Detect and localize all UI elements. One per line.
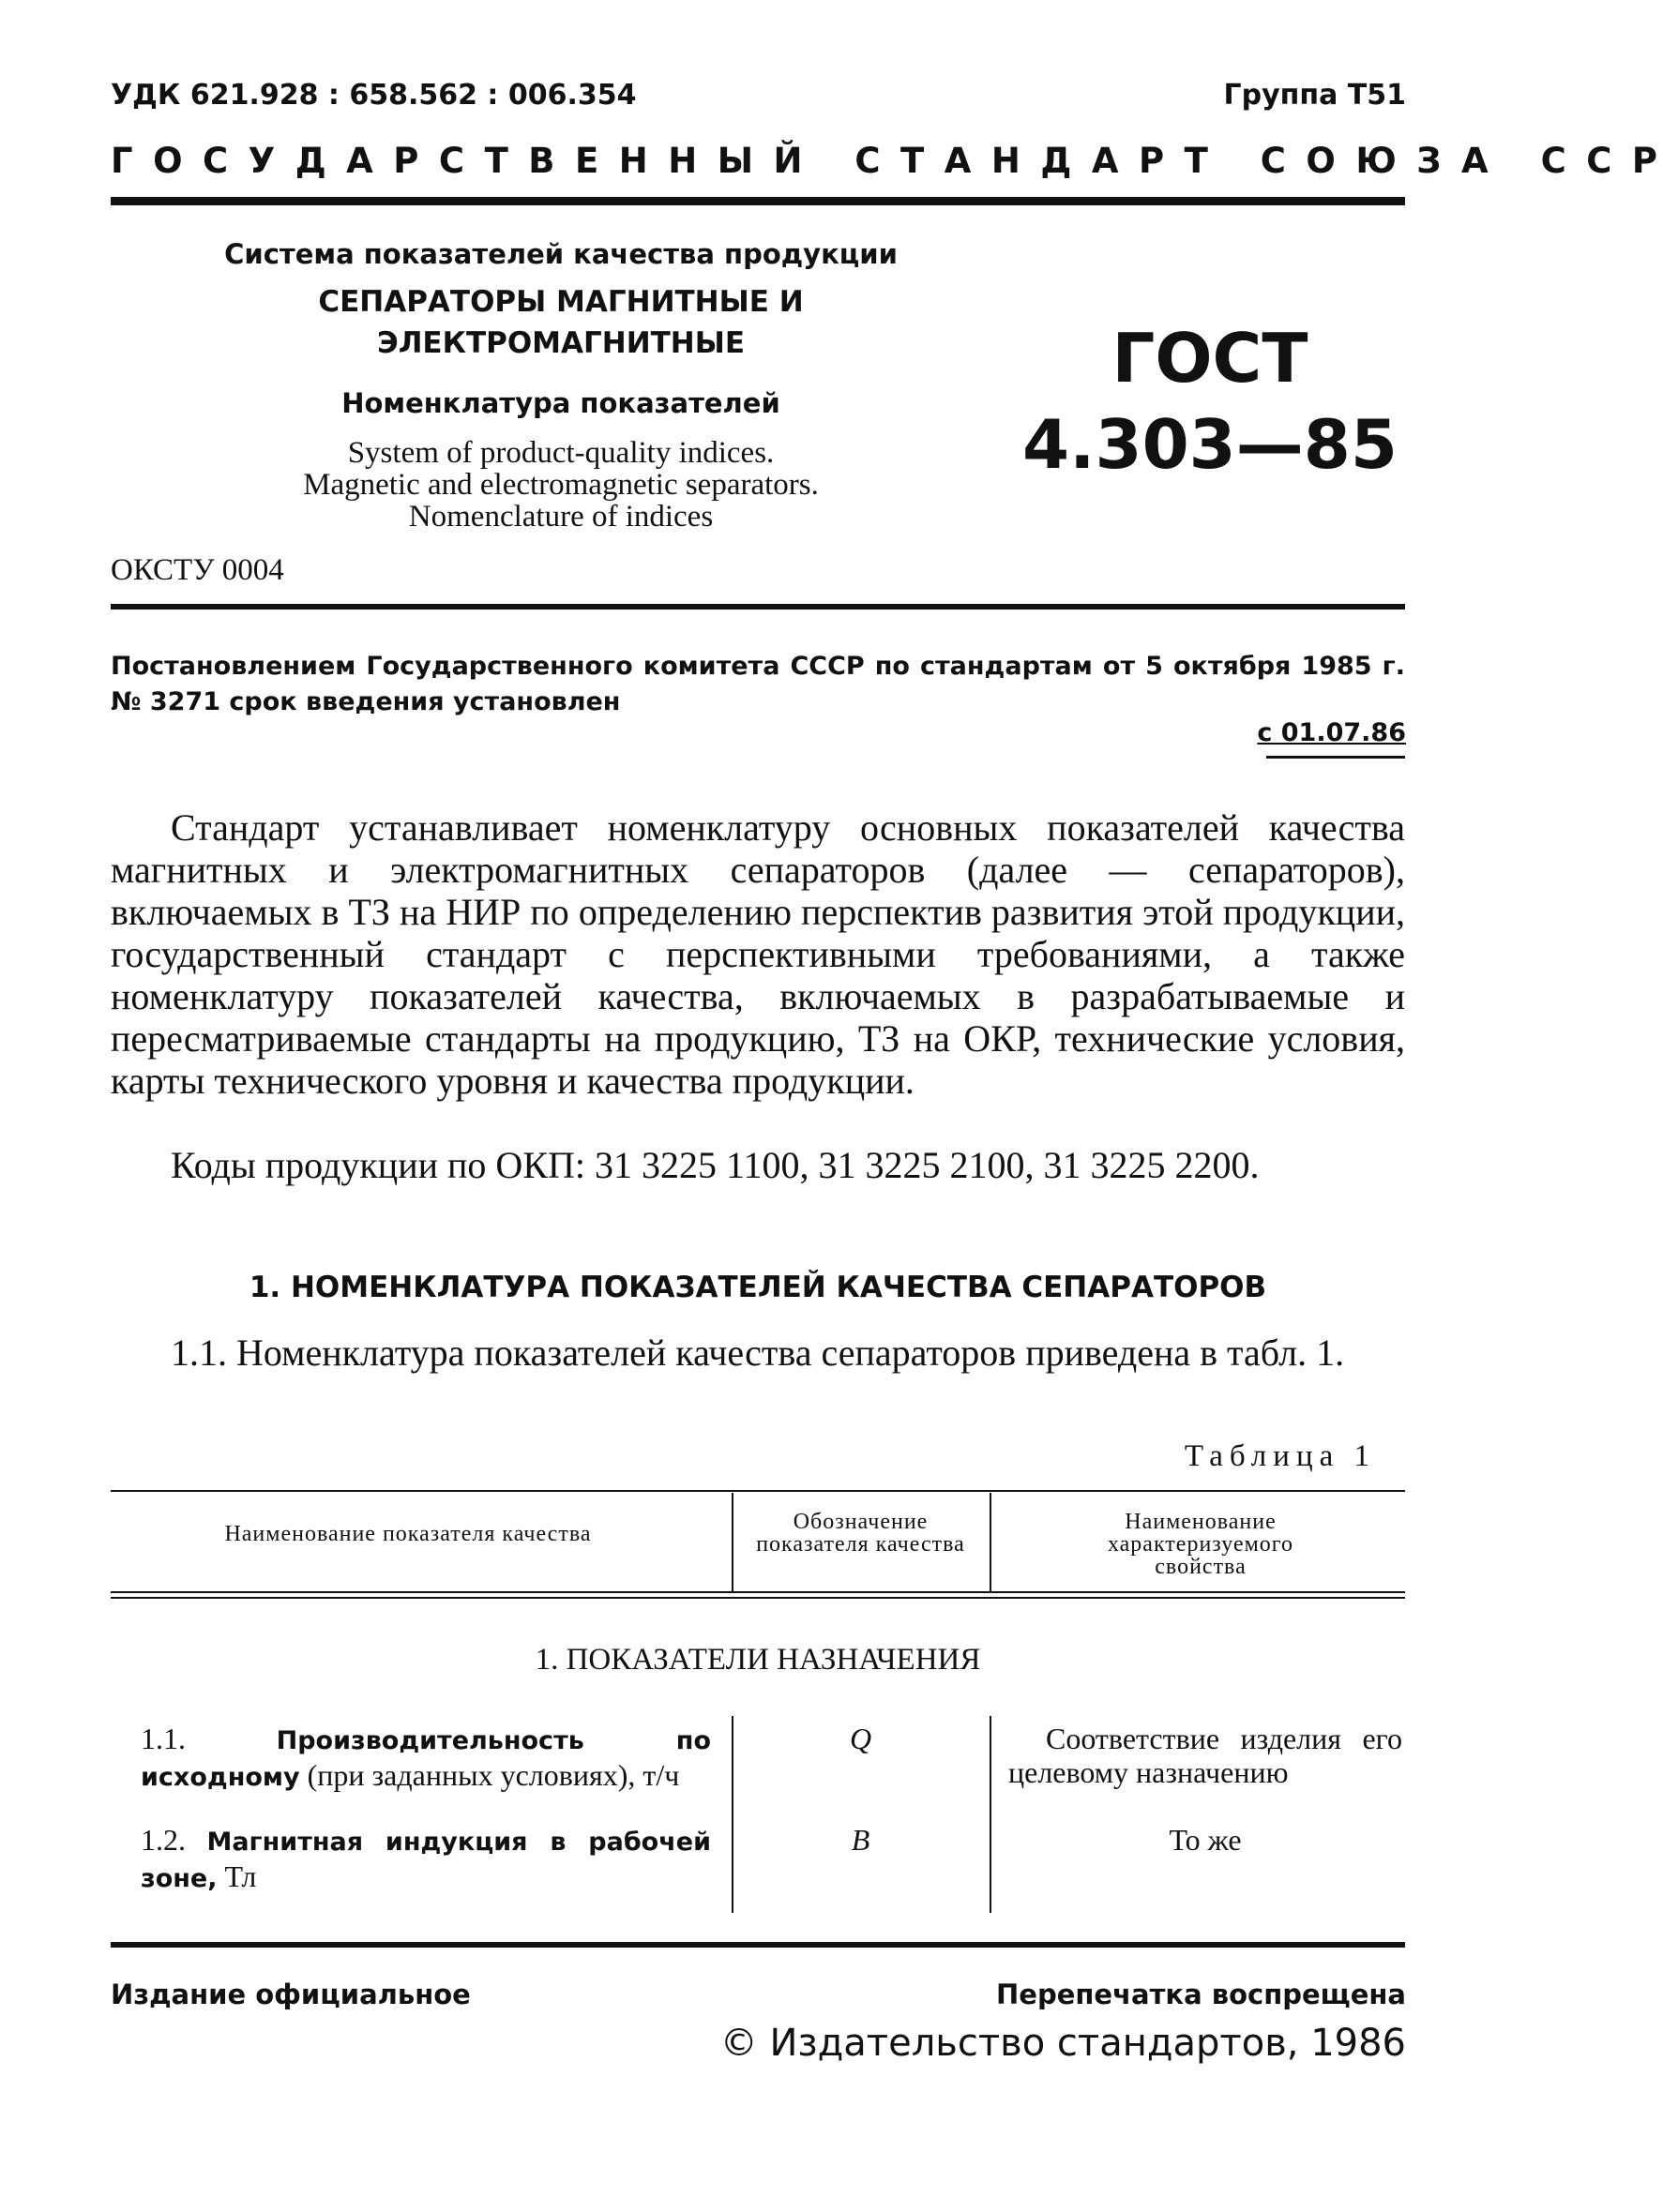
row-1-name-rest: (при заданных условиях), т/ч <box>307 1758 680 1792</box>
table-divider-1 <box>732 1493 733 1592</box>
table-body-divider-2 <box>990 1716 991 1913</box>
table-row-2-name <box>141 1823 711 1896</box>
title-rule <box>111 604 1405 609</box>
footer-official-edition: Издание официальное <box>111 1979 471 2010</box>
intro-paragraph: Стандарт устанавливает номенклатуру основных показателей качества магнитных и электромагнитных сепараторов (далее — сепараторов), включаемых в ТЗ на НИР по определению перспектив развития этой продукции, государственный стандарт с перспективными требованиями, а также номенклатуру показателей качества, включаемых в разрабатываемые и пересматриваемые стандарты на продукцию, ТЗ на ОКР, технические условия, карты технического уровня и качества продукции. <box>111 806 1405 1102</box>
english-title-2: Magnetic and electromagnetic separators. <box>303 468 819 502</box>
udk-code: УДК 621.928 : 658.562 : 006.354 <box>111 79 637 112</box>
column-header-property: Наименование характеризуемого свойства <box>1107 1510 1294 1579</box>
table-top-rule <box>111 1490 1405 1492</box>
footer-copyright <box>720 2022 1406 2065</box>
state-standard-banner: ГОСУДАРСТВЕННЫЙ СТАНДАРТ СОЮЗА ССР <box>111 141 1678 181</box>
system-line: Система показателей качества продукции <box>224 238 898 270</box>
table-row-2-property: То же <box>1169 1823 1242 1857</box>
column-header-name: Наименование показателя качества <box>224 1522 592 1546</box>
decree-text: Постановлением Государственного комитета СССР по стандартам от 5 октября 1985 г. № 3271 срок введения установлен <box>111 652 1405 716</box>
gost-label: ГОСТ <box>1111 319 1308 398</box>
copyright-icon: © <box>719 2022 758 2065</box>
footer-reprint-prohibited: Перепечатка воспрещена <box>996 1979 1406 2010</box>
okp-codes: Коды продукции по ОКП: 31 3225 1100, 31 3225 2100, 31 3225 2200. <box>171 1144 1260 1186</box>
row-1-number: 1.1. <box>141 1722 186 1755</box>
publisher-name: Издательство стандартов, 1986 <box>769 2022 1406 2065</box>
table-row-2-symbol: B <box>851 1823 870 1857</box>
english-title-1: System of product-quality indices. <box>347 436 775 470</box>
section-heading: 1. НОМЕНКЛАТУРА ПОКАЗАТЕЛЕЙ КАЧЕСТВА СЕПАРАТОРОВ <box>249 1271 1267 1304</box>
row-2-number: 1.2. <box>141 1823 186 1857</box>
section-paragraph: 1.1. Номенклатура показателей качества сепараторов приведена в табл. 1. <box>171 1332 1345 1374</box>
table-body-divider-1 <box>732 1716 733 1913</box>
table-row-1-name <box>141 1722 711 1795</box>
table-header-rule-1 <box>111 1591 1405 1593</box>
title-line-1: СЕПАРАТОРЫ МАГНИТНЫЕ И <box>318 285 804 319</box>
row-2-name-bold: Магнитная индукция в рабочей зоне, <box>141 1828 712 1893</box>
table-header-rule-2 <box>111 1597 1405 1599</box>
column-header-symbol: Обозначение показателя качества <box>756 1510 965 1557</box>
table-caption: Таблица 1 <box>1184 1439 1376 1473</box>
effective-date-rule <box>1266 756 1405 759</box>
header-rule <box>111 197 1405 205</box>
table-row-1-symbol: Q <box>849 1722 872 1755</box>
english-title-3: Nomenclature of indices <box>408 500 714 534</box>
table-group-heading: 1. ПОКАЗАТЕЛИ НАЗНАЧЕНИЯ <box>535 1643 981 1677</box>
title-line-2: ЭЛЕКТРОМАГНИТНЫЕ <box>376 326 746 360</box>
row-2-name-rest: Тл <box>224 1859 257 1893</box>
group-code: Группа Т51 <box>1223 79 1406 112</box>
footer-rule <box>111 1942 1405 1948</box>
gost-number: 4.303—85 <box>1022 405 1398 484</box>
table-divider-2 <box>990 1493 991 1592</box>
row-1-name-bold: Производительность по исходному <box>141 1726 711 1792</box>
effective-date: с 01.07.86 <box>1257 718 1406 747</box>
okstu-code: ОКСТУ 0004 <box>111 553 284 587</box>
subtitle: Номенклатура показателей <box>341 387 780 419</box>
table-row-1-property: Соответствие изделия его целевому назначению <box>1008 1722 1402 1789</box>
